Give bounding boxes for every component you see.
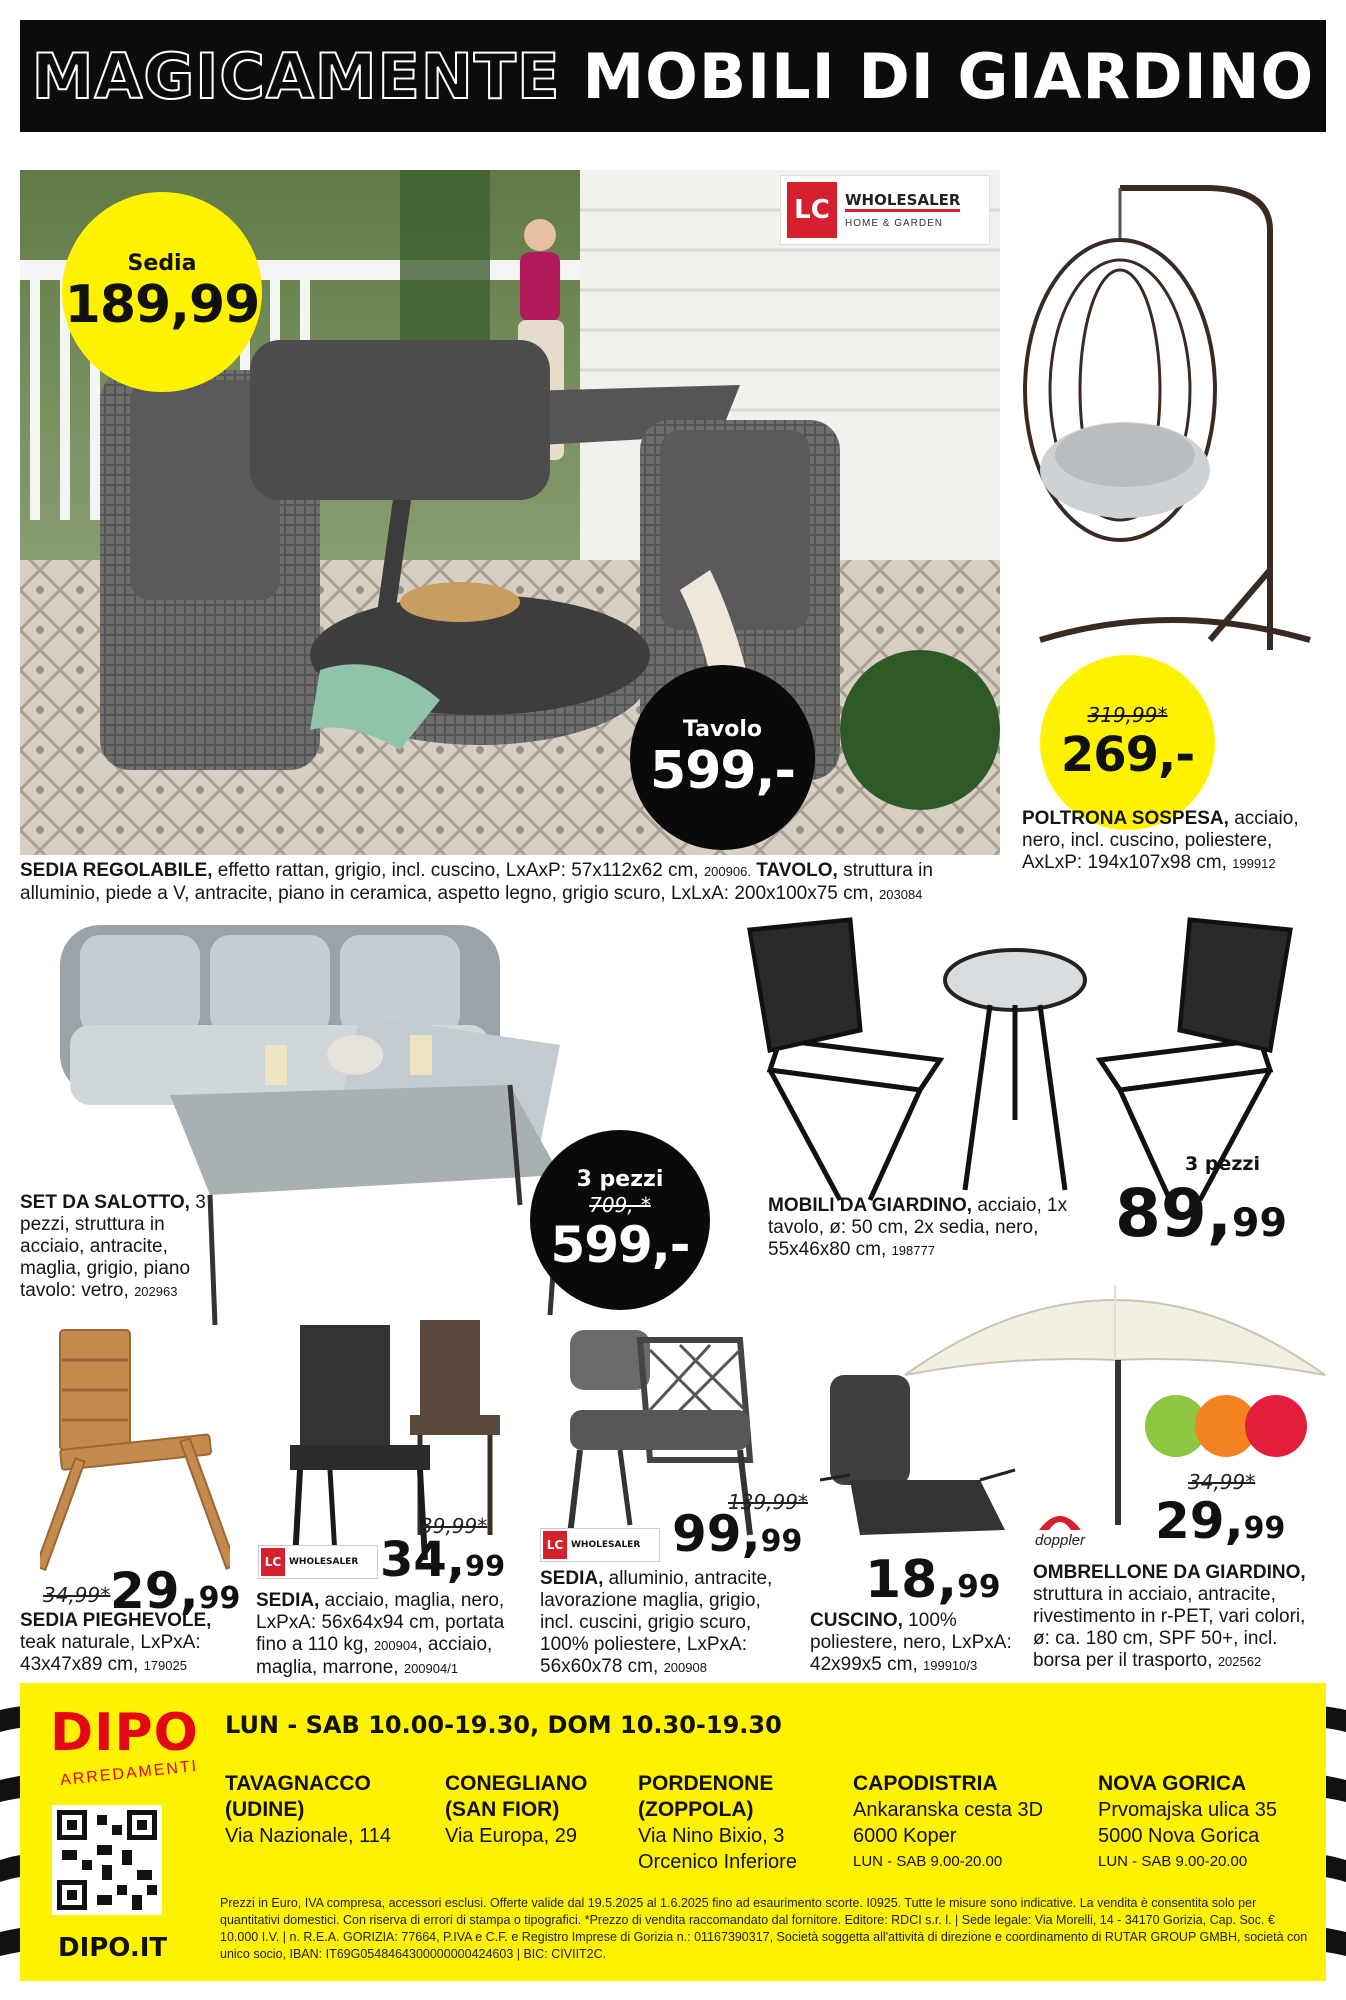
umbrella-old-price: 34,99* [1188, 1470, 1256, 1494]
lounge-set-price-burst [530, 1130, 710, 1310]
doppler-logo [1035, 1510, 1085, 1549]
wholesaler-mini-logo [258, 1545, 378, 1579]
lc-logo-mark: LC [543, 1531, 567, 1559]
folding-chair-description: SEDIA PIEGHEVOLE, teak naturale, LxPxA: 43x47x89 cm, 179025 [20, 1610, 212, 1675]
store-tavagnacco: TAVAGNACCO (UDINE) Via Nazionale, 114 [225, 1772, 392, 1847]
umbrella-description: OMBRELLONE DA GIARDINO, struttura in acciaio, antracite, rivestimento in r-PET, vari colori, ø: ca. 180 cm, SPF 50+, incl. borsa per il trasporto, 202562 [1033, 1562, 1306, 1671]
burst-label: Tavolo [682, 716, 763, 742]
store-nova-gorica: NOVA GORICA Prvomajska ulica 35 5000 Nova Gorica LUN - SAB 9.00-20.00 [1098, 1772, 1277, 1870]
umbrella-color-swatch-red [1245, 1395, 1307, 1457]
burst-price: 599,- [650, 740, 795, 801]
rope-chair-price: 99,99 [672, 1505, 803, 1563]
umbrella-photo [900, 1265, 1330, 1525]
header-outline-word: MAGICAMENTE [31, 39, 561, 113]
store-conegliano: CONEGLIANO (SAN FIOR) Via Europa, 29 [445, 1772, 588, 1847]
wholesaler-mini-logo [540, 1528, 660, 1562]
cushion-price: 18,99 [865, 1550, 1001, 1610]
table-price-burst [630, 665, 815, 850]
brand-name: WHOLESALER [289, 1557, 359, 1567]
burst-label: Sedia [127, 251, 197, 276]
lc-logo-mark: LC [787, 182, 837, 238]
mesh-chair-description: SEDIA, acciaio, maglia, nero, LxPxA: 56x64x94 cm, portata fino a 110 kg, 200904, acciaio, maglia, marrone, 200904/1 [256, 1590, 505, 1678]
page-header [20, 20, 1326, 132]
header-title: MOBILI DI GIARDINO [582, 39, 1315, 113]
old-price: 319,99* [1087, 702, 1168, 727]
brand-name: WHOLESALER [571, 1540, 641, 1550]
qr-code[interactable] [52, 1805, 162, 1915]
folding-chair-photo [40, 1320, 230, 1580]
rope-chair-old-price: 139,99* [728, 1490, 808, 1514]
burst-pieces: 3 pezzi [576, 1167, 664, 1192]
hanging-chair-photo [1010, 170, 1330, 660]
burst-price: 599,- [550, 1216, 690, 1274]
mesh-chair-price: 34,99 [380, 1532, 506, 1588]
wholesaler-brand-logo [780, 175, 990, 245]
doppler-brand: doppler [1035, 1532, 1086, 1549]
opening-hours: LUN - SAB 10.00-19.30, DOM 10.30-19.30 [225, 1711, 782, 1739]
hero-description: SEDIA REGOLABILE, effetto rattan, grigio, incl. cuscino, LxAxP: 57x112x62 cm, 200906. TAVOLO, struttura in alluminio, piede a V, antracite, piano in ceramica, aspetto legno, grigio scuro, LxLxA: 200x100x75 cm, 203084 [20, 860, 933, 904]
dipo-logo: DIPO [50, 1703, 199, 1763]
brand-name: WHOLESALER [845, 191, 960, 212]
burst-price: 189,99 [64, 275, 260, 335]
lc-logo-mark: LC [261, 1548, 285, 1576]
burst-price: 269,- [1060, 726, 1195, 783]
store-capodistria: CAPODISTRIA Ankaranska cesta 3D 6000 Koper LUN - SAB 9.00-20.00 [853, 1772, 1044, 1870]
rope-chair-description: SEDIA, alluminio, antracite, lavorazione maglia, grigio, incl. cuscini, grigio scuro, 100% poliestere, LxPxA: 56x60x78 cm, 200908 [540, 1568, 773, 1677]
dipo-logo-subtitle: ARREDAMENTI [59, 1757, 199, 1790]
lounge-set-description: SET DA SALOTTO, 3 pezzi, struttura in acciaio, antracite, maglia, grigio, piano tavolo: vetro, 202963 [20, 1192, 206, 1301]
folding-chair-old-price: 34,99* [43, 1583, 111, 1607]
mesh-chair-old-price: 39,99* [420, 1514, 488, 1538]
cushion-description: CUSCINO, 100% poliestere, nero, LxPxA: 42x99x5 cm, 199910/3 [810, 1610, 1012, 1675]
brand-sub: HOME & GARDEN [845, 218, 944, 229]
old-price: 709,-* [589, 1193, 651, 1217]
bistro-set-pieces: 3 pezzi [1185, 1153, 1260, 1175]
website-link[interactable]: DIPO.IT [58, 1933, 168, 1963]
folding-chair-price: 29,99 [110, 1562, 241, 1620]
chair-price-burst [62, 192, 262, 392]
bistro-set-description: MOBILI DA GIARDINO, acciaio, 1x tavolo, ø: 50 cm, 2x sedia, nero, 55x46x80 cm, 198777 [768, 1195, 1068, 1260]
bistro-set-price: 89,99 [1115, 1175, 1287, 1252]
umbrella-price: 29,99 [1155, 1492, 1286, 1550]
hanging-chair-price-burst [1040, 655, 1215, 830]
doppler-umbrella-icon [1037, 1510, 1083, 1532]
store-info-footer [20, 1683, 1326, 1981]
store-pordenone: PORDENONE (ZOPPOLA) Via Nino Bixio, 3 Orcenico Inferiore [638, 1772, 797, 1873]
legal-fine-print: Prezzi in Euro, IVA compresa, accessori esclusi. Offerte valide dal 19.5.2025 al 1.6.2025 fino ad esaurimento scorte. I0925. Tutte le misure sono indicative. La vendita è consentita solo per quantitativi domestici. Con riserva di errori di stampa o tipografici. *Prezzo di vendita raccomandato dal fornitore. Editore: RDCI s.r. l. | Sede legale: Via Morelli, 14 - 34170 Gorizia, Cap. Soc. € 10.000 I.V. | n. R.E.A. GORIZIA: 77664, P.IVA e C.F. e Registro Imprese di Gorizia n.: 01167390317, Società soggetta all'attività di direzione e coordinamento di RUTAR GROUP GMBH, società con unico socio, IBAN: IT69G0548464300000000424603 | BIC: CIVIIT2C. [220, 1896, 1308, 1961]
hanging-chair-description: POLTRONA SOSPESA, acciaio, nero, incl. cuscino, poliestere, AxLxP: 194x107x98 cm, 199912 [1022, 808, 1299, 873]
